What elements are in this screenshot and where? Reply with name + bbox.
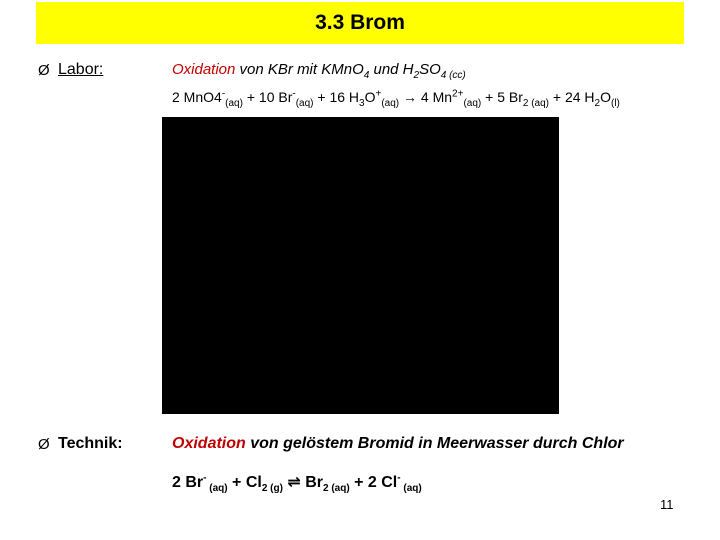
page-number: 11 <box>660 497 674 512</box>
oxidation-word: Oxidation <box>172 435 246 452</box>
labor-label: Labor: <box>58 61 104 78</box>
image-placeholder <box>162 117 559 414</box>
labor-heading: Oxidation von KBr mit KMnO$_4$ und $H_2SO_{4 (cc)}$ <box>172 61 466 81</box>
title-bar <box>36 2 684 44</box>
oxidation-word: Oxidation <box>172 61 236 78</box>
technik-heading: Oxidation von gelöstem Bromid in Meerwasser durch Chlor <box>172 435 624 452</box>
slide-title: 3.3 Brom <box>315 11 405 34</box>
equilibrium-arrow-icon: ⇌ <box>282 474 306 491</box>
technik-label: Technik: <box>58 435 123 452</box>
bullet-arrow-icon: Ø <box>38 436 50 453</box>
bullet-arrow-icon: Ø <box>38 62 50 79</box>
technik-equation: 2 Br- $_{(aq)} + Cl_{2 (g)}$ ⇌ $Br_{2 (aq)} + 2$ Cl- $_{(aq)}$ <box>172 472 422 495</box>
labor-equation: 2 $MnO4^-_{(aq)} + 10$ $Br^-_{(aq)} + 16$ $H_3O^+_{(aq)} \to 4$ $Mn^{2+}_{(aq)} + 5$ $Br_{2 (aq)} + 24$ $H_2O_{(l)}$ <box>172 88 620 109</box>
